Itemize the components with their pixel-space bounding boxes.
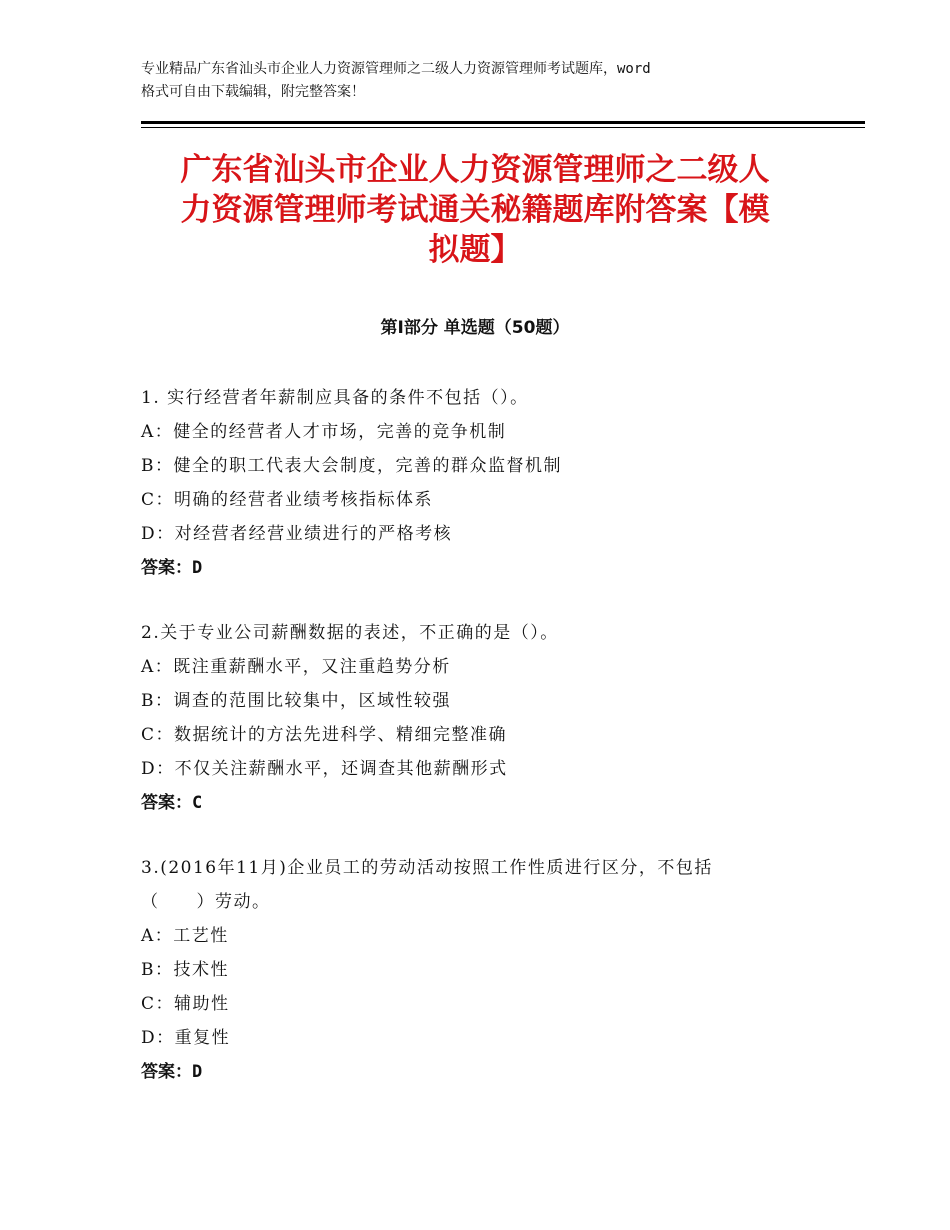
option-a: A：工艺性 (141, 926, 229, 946)
question-text-continued: （ ）劳动。 (141, 892, 271, 912)
header-note (141, 58, 831, 104)
question-list (141, 381, 811, 1120)
option-c: C：数据统计的方法先进科学、精细完整准确 (141, 725, 508, 745)
option-d: D：对经营者经营业绩进行的严格考核 (141, 524, 453, 544)
answer-label: 答案： (141, 558, 192, 578)
header-divider-thick (141, 121, 865, 124)
option-a: A：健全的经营者人才市场，完善的竞争机制 (141, 422, 507, 442)
answer-value: D (192, 558, 203, 578)
question-item (141, 381, 811, 585)
question-text: 2.关于专业公司薪酬数据的表述，不正确的是（）。 (141, 623, 559, 643)
answer-line (141, 551, 811, 585)
document-title-line: 广东省汕头市企业人力资源管理师之二级人 (180, 152, 770, 188)
option-a: A：既注重薪酬水平，又注重趋势分析 (141, 657, 451, 677)
option-b: B：健全的职工代表大会制度，完善的群众监督机制 (141, 456, 562, 476)
document-title-line: 拟题】 (428, 232, 522, 268)
option-b: B：调查的范围比较集中，区域性较强 (141, 691, 451, 711)
question-text: 1. 实行经营者年薪制应具备的条件不包括（）。 (141, 388, 529, 408)
document-title-line: 力资源管理师考试通关秘籍题库附答案【模 (180, 192, 770, 228)
answer-line (141, 786, 811, 820)
answer-label: 答案： (141, 793, 192, 813)
header-note-line: 专业精品广东省汕头市企业人力资源管理师之二级人力资源管理师考试题库，word (141, 61, 651, 77)
document-title (140, 150, 810, 270)
question-item (141, 616, 811, 820)
header-divider-thin (141, 127, 865, 128)
answer-value: D (192, 1062, 203, 1082)
option-d: D：不仅关注薪酬水平，还调查其他薪酬形式 (141, 759, 508, 779)
option-d: D：重复性 (141, 1028, 231, 1048)
answer-line (141, 1055, 811, 1089)
question-text: 3.(2016年11月)企业员工的劳动活动按照工作性质进行区分，不包括 (141, 858, 713, 878)
header-note-line: 格式可自由下载编辑，附完整答案！ (141, 84, 365, 100)
section-title: 第Ⅰ部分 单选题（50题） (380, 318, 570, 338)
option-b: B：技术性 (141, 960, 229, 980)
question-item (141, 851, 811, 1089)
answer-label: 答案： (141, 1062, 192, 1082)
answer-value: C (192, 793, 203, 813)
option-c: C：明确的经营者业绩考核指标体系 (141, 490, 434, 510)
option-c: C：辅助性 (141, 994, 230, 1014)
